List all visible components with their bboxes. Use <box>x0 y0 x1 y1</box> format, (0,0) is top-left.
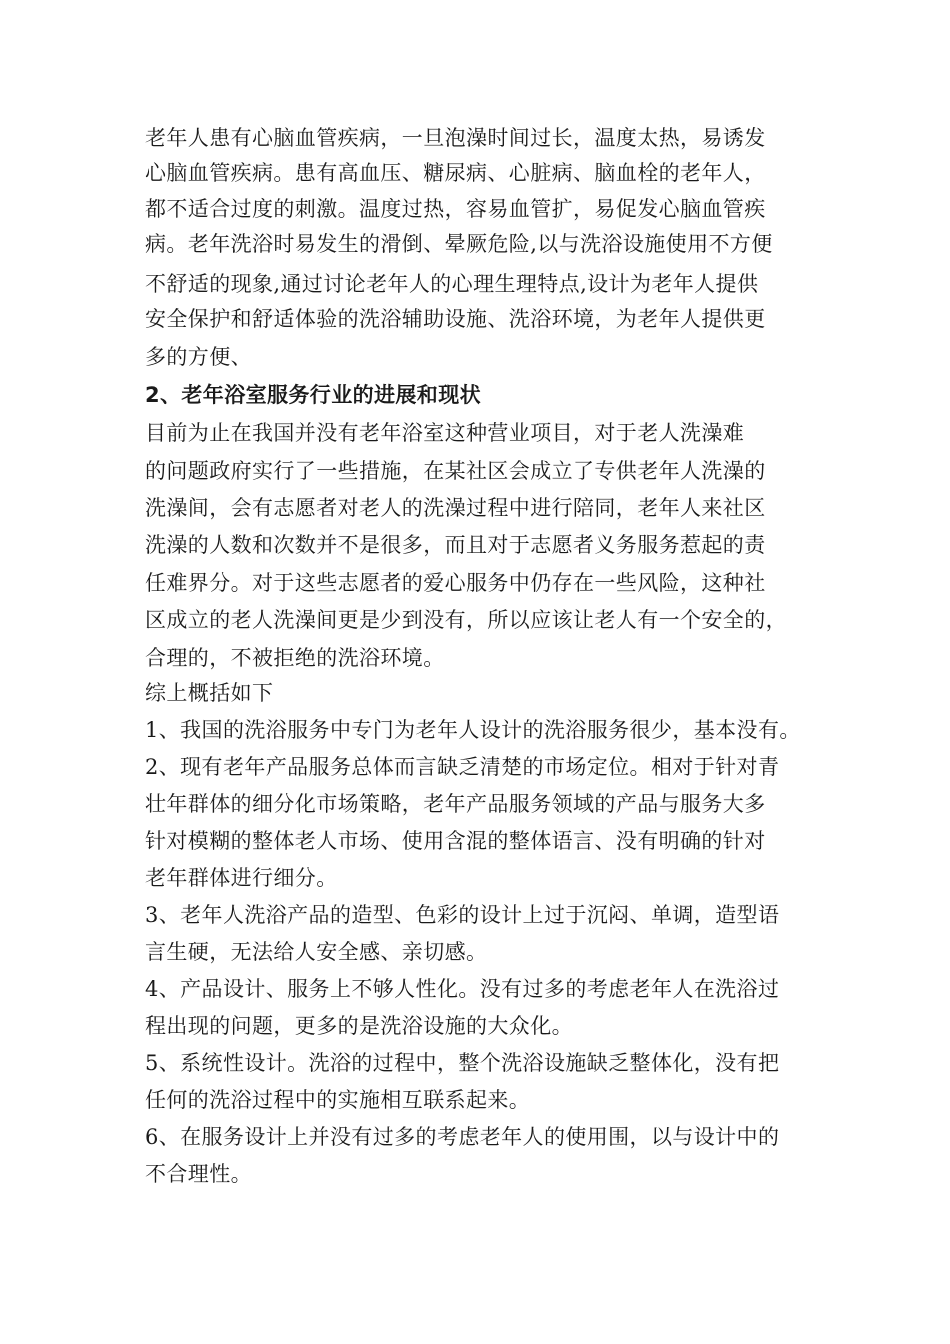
list-item-line: 5、系统性设计。洗浴的过程中，整个洗浴设施缺乏整体化，没有把 <box>145 1051 780 1075</box>
body-text-line: 安全保护和舒适体验的洗浴辅助设施、洗浴环境，为老年人提供更 <box>145 307 766 331</box>
body-text-line: 多的方便、 <box>145 345 252 369</box>
body-text-line: 洗澡的人数和次数并不是很多，而且对于志愿者义务服务惹起的责 <box>145 533 766 557</box>
body-text-line: 心脑血管疾病。患有高血压、糖尿病、心脏病、脑血栓的老年人， <box>145 161 766 185</box>
body-text-line: 老年人患有心脑血管疾病，一旦泡澡时间过长，温度太热，易诱发 <box>145 126 766 150</box>
body-text-line: 的问题政府实行了一些措施，在某社区会成立了专供老年人洗澡的 <box>145 459 766 483</box>
body-text-line: 综上概括如下 <box>145 681 274 705</box>
list-item-line: 1、我国的洗浴服务中专门为老年人设计的洗浴服务很少，基本没有。 <box>145 718 801 742</box>
body-text-line: 不舒适的现象,通过讨论老年人的心理生理特点,设计为老年人提供 <box>145 272 759 296</box>
list-item-line: 6、在服务设计上并没有过多的考虑老年人的使用围，以与设计中的 <box>145 1125 780 1149</box>
list-item-line: 任何的洗浴过程中的实施相互联系起来。 <box>145 1088 531 1112</box>
body-text-line: 区成立的老人洗澡间更是少到没有，所以应该让老人有一个安全的， <box>145 608 787 632</box>
list-item-line: 针对模糊的整体老人市场、使用含混的整体语言、没有明确的针对 <box>145 829 766 853</box>
list-item-line: 不合理性。 <box>145 1162 252 1186</box>
body-text-line: 都不适合过度的刺激。温度过热，容易血管扩，易促发心脑血管疾 <box>145 197 766 221</box>
list-item-line: 程出现的问题，更多的是洗浴设施的大众化。 <box>145 1014 573 1038</box>
list-item-line: 4、产品设计、服务上不够人性化。没有过多的考虑老年人在洗浴过 <box>145 977 780 1001</box>
body-text-line: 目前为止在我国并没有老年浴室这种营业项目，对于老人洗澡难 <box>145 421 745 445</box>
list-item-line: 老年群体进行细分。 <box>145 866 338 890</box>
section-heading: 2、老年浴室服务行业的进展和现状 <box>145 383 482 407</box>
body-text-line: 病。老年洗浴时易发生的滑倒、晕厥危险,以与洗浴设施使用不方便 <box>145 232 773 256</box>
body-text-line: 合理的，不被拒绝的洗浴环境。 <box>145 646 445 670</box>
list-item-line: 3、老年人洗浴产品的造型、色彩的设计上过于沉闷、单调，造型语 <box>145 903 780 927</box>
list-item-line: 2、现有老年产品服务总体而言缺乏清楚的市场定位。相对于针对青 <box>145 755 780 779</box>
list-item-line: 言生硬，无法给人安全感、亲切感。 <box>145 940 488 964</box>
body-text-line: 洗澡间，会有志愿者对老人的洗澡过程中进行陪同，老年人来社区 <box>145 496 766 520</box>
body-text-line: 任难界分。对于这些志愿者的爱心服务中仍存在一些风险，这种社 <box>145 571 766 595</box>
list-item-line: 壮年群体的细分化市场策略，老年产品服务领域的产品与服务大多 <box>145 792 766 816</box>
